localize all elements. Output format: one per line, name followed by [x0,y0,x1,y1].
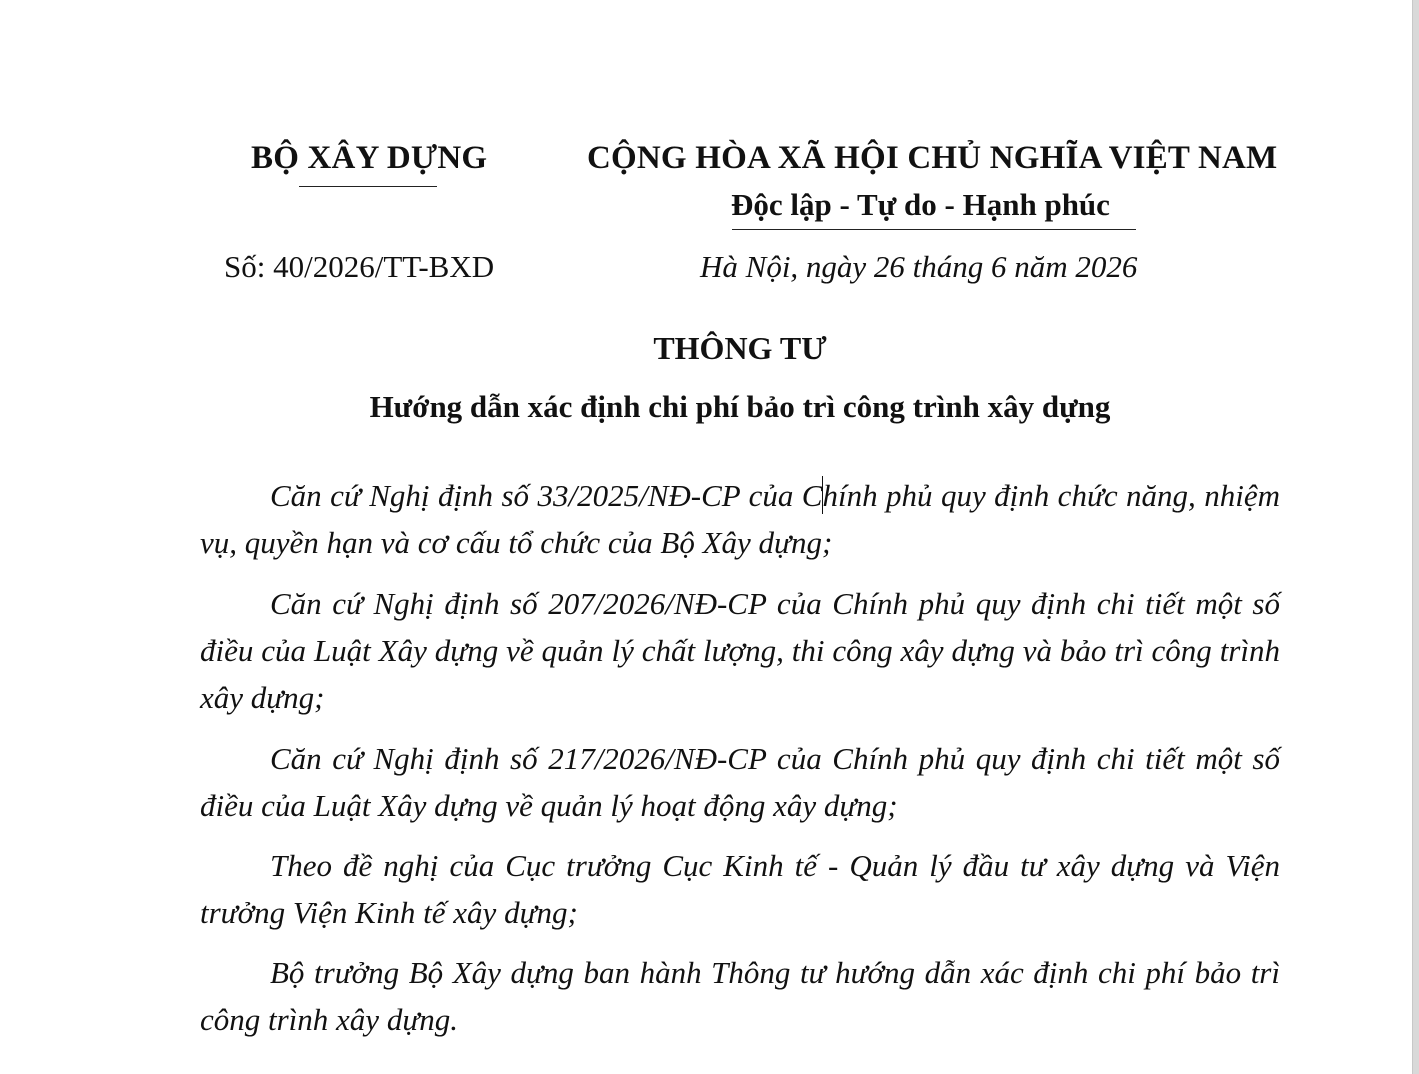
place-and-date: Hà Nội, ngày 26 tháng 6 năm 2026 [700,249,1138,284]
legal-basis-paragraph: Căn cứ Nghị định số 33/2025/NĐ-CP của Chính phủ quy định chức năng, nhiệm vụ, quyền hạn và cơ cấu tổ chức của Bộ Xây dựng; [200,478,1280,560]
proposal-paragraph: Theo đề nghị của Cục trưởng Cục Kinh tế - Quản lý đầu tư xây dựng và Viện trưởng Viện Kinh tế xây dựng; [200,848,1280,930]
legal-basis-paragraph: Căn cứ Nghị định số 207/2026/NĐ-CP của Chính phủ quy định chi tiết một số điều của Luật Xây dựng về quản lý chất lượng, thi công xây dựng và bảo trì công trình xây dựng; [200,586,1280,715]
national-title: CỘNG HÒA XÃ HỘI CHỦ NGHĨA VIỆT NAM [587,140,1278,176]
legal-basis-paragraph: Căn cứ Nghị định số 217/2026/NĐ-CP của Chính phủ quy định chi tiết một số điều của Luật Xây dựng về quản lý hoạt động xây dựng; [200,741,1280,823]
enactment-paragraph: Bộ trưởng Bộ Xây dựng ban hành Thông tư hướng dẫn xác định chi phí bảo trì công trình xây dựng. [200,955,1280,1037]
motto-underline [732,229,1136,230]
national-motto: Độc lập - Tự do - Hạnh phúc [731,187,1110,222]
issuing-agency: BỘ XÂY DỰNG [251,140,488,176]
text-cursor [822,476,823,514]
document-subject: Hướng dẫn xác định chi phí bảo trì công trình xây dựng [369,389,1111,424]
document-number: Số: 40/2026/TT-BXD [224,249,495,284]
document-type-heading: THÔNG TƯ [653,330,827,366]
page-edge-scroll-border [1412,0,1419,1074]
agency-underline [299,186,437,187]
